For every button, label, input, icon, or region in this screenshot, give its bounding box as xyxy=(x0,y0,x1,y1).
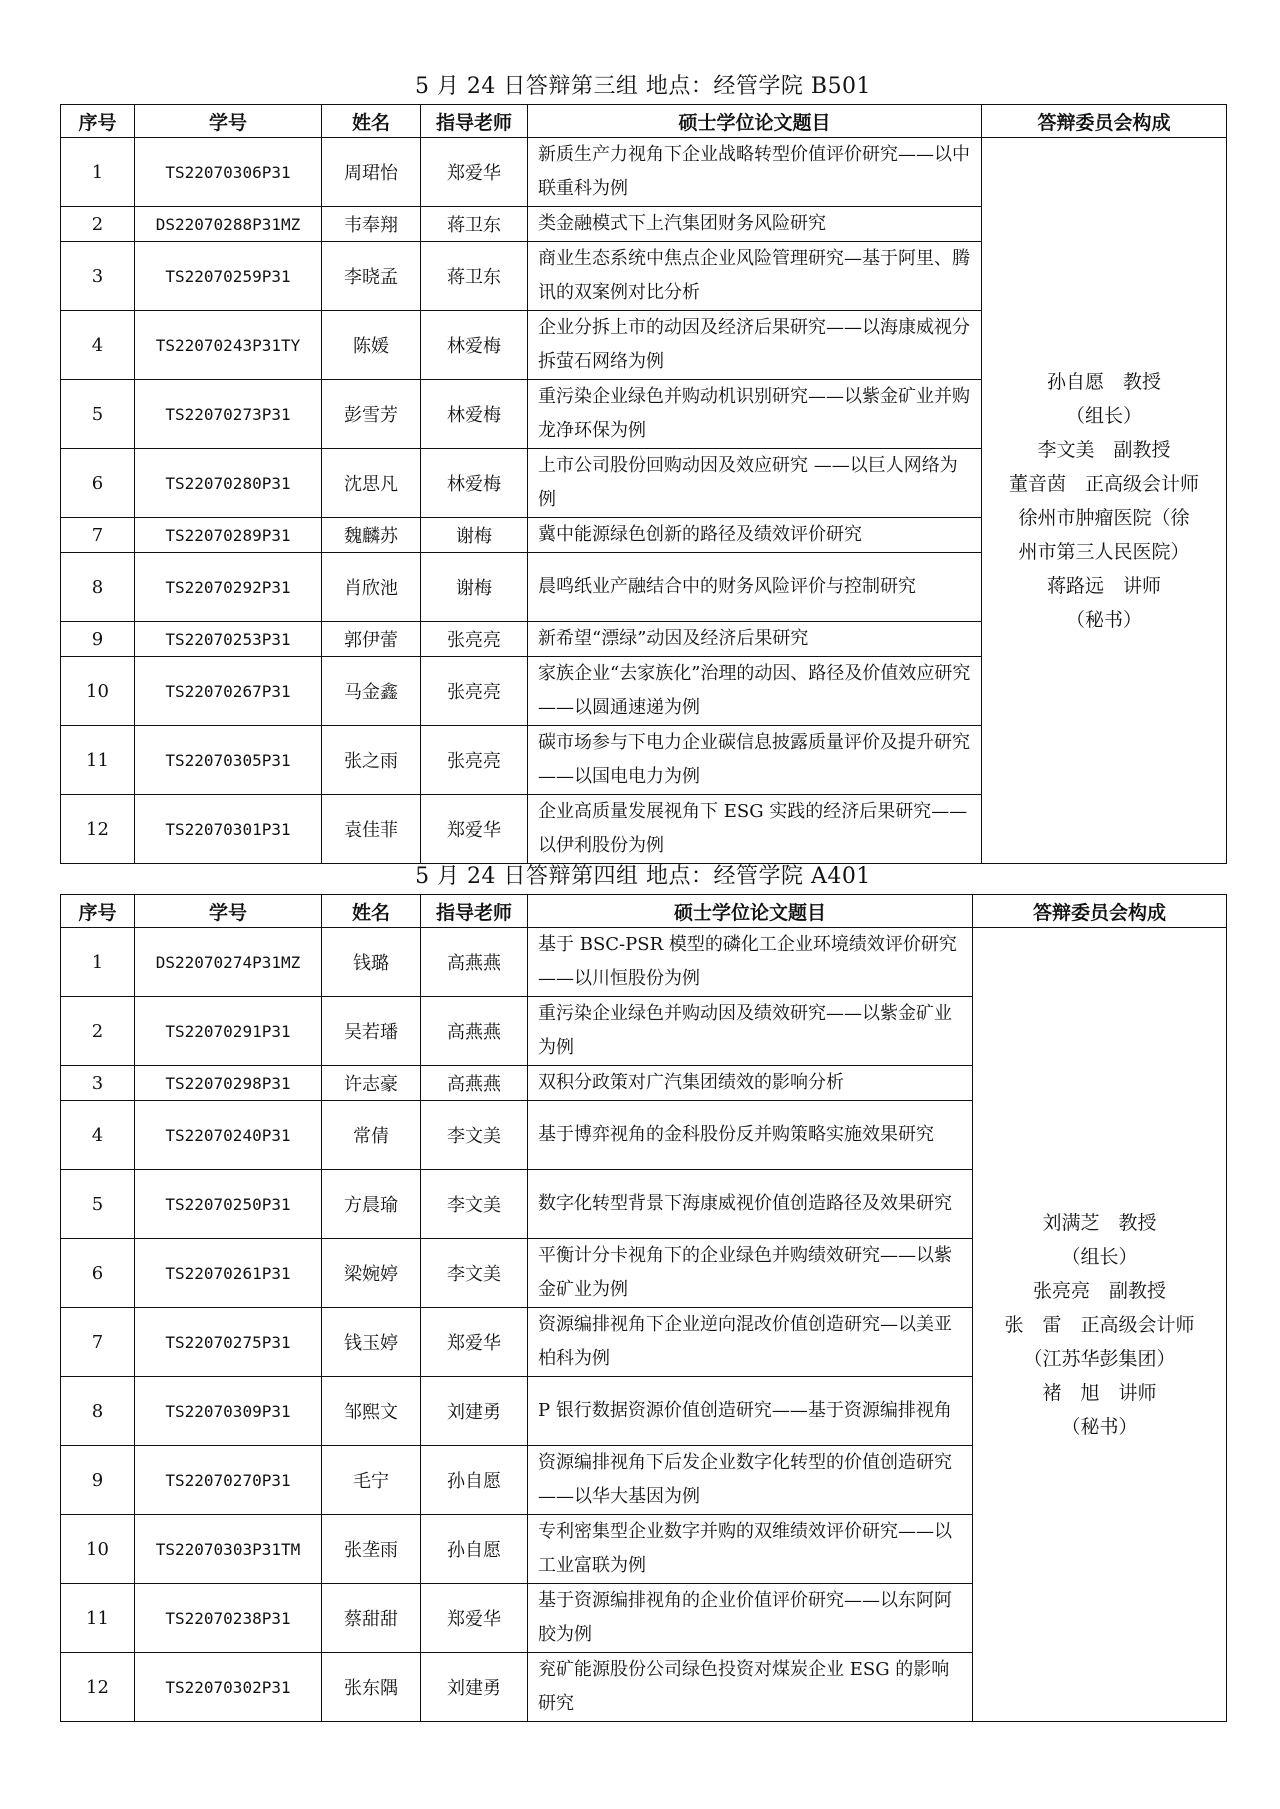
row-number: 1 xyxy=(61,928,135,997)
committee-line: 张亮亮 副教授 xyxy=(1032,1279,1166,1302)
thesis-title: 冀中能源绿色创新的路径及绩效评价研究 xyxy=(528,518,982,553)
student-id: TS22070243P31TY xyxy=(135,311,322,380)
student-id: TS22070253P31 xyxy=(135,622,322,657)
row-number: 2 xyxy=(61,207,135,242)
row-number: 11 xyxy=(61,1584,135,1653)
advisor-name: 谢梅 xyxy=(421,553,528,622)
advisor-name: 蒋卫东 xyxy=(421,207,528,242)
student-name: 吴若璠 xyxy=(322,997,421,1066)
header-advisor: 指导老师 xyxy=(421,895,528,928)
advisor-name: 刘建勇 xyxy=(421,1377,528,1446)
advisor-name: 李文美 xyxy=(421,1239,528,1308)
committee-line: 李文美 副教授 xyxy=(1037,438,1171,461)
group-title: 5 月 24 日答辩第三组 地点：经管学院 B501 xyxy=(414,74,872,99)
advisor-name: 刘建勇 xyxy=(421,1653,528,1722)
row-number: 10 xyxy=(61,1515,135,1584)
student-name: 张东隅 xyxy=(322,1653,421,1722)
thesis-title: 基于 BSC-PSR 模型的磷化工企业环境绩效评价研究——以川恒股份为例 xyxy=(528,928,973,997)
header-student-id: 学号 xyxy=(135,105,322,138)
committee-line: （江苏华彭集团） xyxy=(1023,1347,1176,1370)
student-name: 周珺怡 xyxy=(322,138,421,207)
committee-line: 孙自愿 教授 xyxy=(1046,370,1161,393)
header-no: 序号 xyxy=(61,105,135,138)
advisor-name: 张亮亮 xyxy=(421,622,528,657)
row-number: 7 xyxy=(61,518,135,553)
header-thesis-title: 硕士学位论文题目 xyxy=(528,895,973,928)
advisor-name: 张亮亮 xyxy=(421,657,528,726)
student-name: 方晨瑜 xyxy=(322,1170,421,1239)
thesis-title: 资源编排视角下企业逆向混改价值创造研究—以美亚柏科为例 xyxy=(528,1308,973,1377)
student-id: TS22070301P31 xyxy=(135,795,322,864)
committee-line: （组长） xyxy=(1065,404,1142,427)
advisor-name: 郑爱华 xyxy=(421,1308,528,1377)
table-row xyxy=(61,138,1227,207)
committee-cell xyxy=(982,138,1227,864)
student-id: TS22070240P31 xyxy=(135,1101,322,1170)
student-id: TS22070250P31 xyxy=(135,1170,322,1239)
student-id: TS22070270P31 xyxy=(135,1446,322,1515)
student-name: 韦奉翔 xyxy=(322,207,421,242)
row-number: 3 xyxy=(61,1066,135,1101)
committee-line: 褚 旭 讲师 xyxy=(1042,1381,1157,1404)
row-number: 8 xyxy=(61,553,135,622)
committee-line: 张 雷 正高级会计师 xyxy=(1004,1313,1195,1336)
header-committee: 答辩委员会构成 xyxy=(973,895,1227,928)
row-number: 3 xyxy=(61,242,135,311)
advisor-name: 林爱梅 xyxy=(421,380,528,449)
row-number: 4 xyxy=(61,1101,135,1170)
thesis-title: 重污染企业绿色并购动机识别研究——以紫金矿业并购龙净环保为例 xyxy=(528,380,982,449)
defense-table xyxy=(60,894,1227,1722)
row-number: 11 xyxy=(61,726,135,795)
thesis-title: 新希望“漂绿”动因及经济后果研究 xyxy=(528,622,982,657)
table-header-row xyxy=(61,895,1227,928)
student-id: TS22070303P31TM xyxy=(135,1515,322,1584)
advisor-name: 郑爱华 xyxy=(421,1584,528,1653)
thesis-title: 商业生态系统中焦点企业风险管理研究—基于阿里、腾讯的双案例对比分析 xyxy=(528,242,982,311)
student-name: 郭伊蕾 xyxy=(322,622,421,657)
student-id: TS22070306P31 xyxy=(135,138,322,207)
thesis-title: 资源编排视角下后发企业数字化转型的价值创造研究——以华大基因为例 xyxy=(528,1446,973,1515)
thesis-title: 基于资源编排视角的企业价值评价研究——以东阿阿胶为例 xyxy=(528,1584,973,1653)
student-id: TS22070298P31 xyxy=(135,1066,322,1101)
student-id: TS22070291P31 xyxy=(135,997,322,1066)
row-number: 8 xyxy=(61,1377,135,1446)
advisor-name: 郑爱华 xyxy=(421,795,528,864)
thesis-title: P 银行数据资源价值创造研究——基于资源编排视角 xyxy=(528,1377,973,1446)
student-name: 钱玉婷 xyxy=(322,1308,421,1377)
header-thesis-title: 硕士学位论文题目 xyxy=(528,105,982,138)
student-id: TS22070309P31 xyxy=(135,1377,322,1446)
thesis-title: 企业高质量发展视角下 ESG 实践的经济后果研究——以伊利股份为例 xyxy=(528,795,982,864)
committee-line: （秘书） xyxy=(1061,1415,1138,1438)
student-name: 马金鑫 xyxy=(322,657,421,726)
advisor-name: 李文美 xyxy=(421,1170,528,1239)
advisor-name: 谢梅 xyxy=(421,518,528,553)
row-number: 12 xyxy=(61,1653,135,1722)
student-name: 邹熙文 xyxy=(322,1377,421,1446)
advisor-name: 蒋卫东 xyxy=(421,242,528,311)
thesis-title: 兖矿能源股份公司绿色投资对煤炭企业 ESG 的影响研究 xyxy=(528,1653,973,1722)
thesis-title: 上市公司股份回购动因及效应研究 ——以巨人网络为例 xyxy=(528,449,982,518)
student-id: TS22070302P31 xyxy=(135,1653,322,1722)
committee-line: （组长） xyxy=(1061,1245,1138,1268)
row-number: 7 xyxy=(61,1308,135,1377)
defense-group-4 xyxy=(60,860,1226,1722)
student-name: 常倩 xyxy=(322,1101,421,1170)
advisor-name: 孙自愿 xyxy=(421,1446,528,1515)
committee-cell xyxy=(973,928,1227,1722)
thesis-title: 晨鸣纸业产融结合中的财务风险评价与控制研究 xyxy=(528,553,982,622)
row-number: 1 xyxy=(61,138,135,207)
header-committee: 答辩委员会构成 xyxy=(982,105,1227,138)
defense-group-3 xyxy=(60,70,1226,864)
thesis-title: 企业分拆上市的动因及经济后果研究——以海康威视分拆萤石网络为例 xyxy=(528,311,982,380)
thesis-title: 平衡计分卡视角下的企业绿色并购绩效研究——以紫金矿业为例 xyxy=(528,1239,973,1308)
student-name: 魏麟苏 xyxy=(322,518,421,553)
thesis-title: 家族企业“去家族化”治理的动因、路径及价值效应研究——以圆通速递为例 xyxy=(528,657,982,726)
student-id: TS22070259P31 xyxy=(135,242,322,311)
student-name: 许志豪 xyxy=(322,1066,421,1101)
advisor-name: 林爱梅 xyxy=(421,311,528,380)
student-name: 张垄雨 xyxy=(322,1515,421,1584)
student-name: 蔡甜甜 xyxy=(322,1584,421,1653)
row-number: 10 xyxy=(61,657,135,726)
student-id: TS22070261P31 xyxy=(135,1239,322,1308)
thesis-title: 碳市场参与下电力企业碳信息披露质量评价及提升研究——以国电电力为例 xyxy=(528,726,982,795)
row-number: 9 xyxy=(61,622,135,657)
defense-table xyxy=(60,104,1227,864)
student-name: 钱璐 xyxy=(322,928,421,997)
advisor-name: 高燕燕 xyxy=(421,928,528,997)
thesis-title: 重污染企业绿色并购动因及绩效研究——以紫金矿业为例 xyxy=(528,997,973,1066)
row-number: 2 xyxy=(61,997,135,1066)
row-number: 4 xyxy=(61,311,135,380)
thesis-title: 数字化转型背景下海康威视价值创造路径及效果研究 xyxy=(528,1170,973,1239)
header-advisor: 指导老师 xyxy=(421,105,528,138)
committee-line: 董音茵 正高级会计师 xyxy=(1008,472,1199,495)
advisor-name: 高燕燕 xyxy=(421,1066,528,1101)
advisor-name: 高燕燕 xyxy=(421,997,528,1066)
row-number: 5 xyxy=(61,380,135,449)
student-id: TS22070238P31 xyxy=(135,1584,322,1653)
header-name: 姓名 xyxy=(322,895,421,928)
header-name: 姓名 xyxy=(322,105,421,138)
advisor-name: 郑爱华 xyxy=(421,138,528,207)
student-id: TS22070275P31 xyxy=(135,1308,322,1377)
committee-line: 刘满芝 教授 xyxy=(1042,1211,1157,1234)
row-number: 9 xyxy=(61,1446,135,1515)
student-name: 张之雨 xyxy=(322,726,421,795)
table-header-row xyxy=(61,105,1227,138)
student-id: TS22070280P31 xyxy=(135,449,322,518)
student-name: 毛宁 xyxy=(322,1446,421,1515)
student-id: DS22070288P31MZ xyxy=(135,207,322,242)
row-number: 5 xyxy=(61,1170,135,1239)
committee-line: 州市第三人民医院） xyxy=(1018,540,1190,563)
student-name: 李晓孟 xyxy=(322,242,421,311)
student-id: DS22070274P31MZ xyxy=(135,928,322,997)
student-id: TS22070305P31 xyxy=(135,726,322,795)
student-name: 梁婉婷 xyxy=(322,1239,421,1308)
student-id: TS22070289P31 xyxy=(135,518,322,553)
student-name: 肖欣池 xyxy=(322,553,421,622)
student-name: 陈媛 xyxy=(322,311,421,380)
group-title: 5 月 24 日答辩第四组 地点：经管学院 A401 xyxy=(415,864,871,889)
thesis-title: 类金融模式下上汽集团财务风险研究 xyxy=(528,207,982,242)
student-id: TS22070267P31 xyxy=(135,657,322,726)
student-name: 袁佳菲 xyxy=(322,795,421,864)
student-id: TS22070292P31 xyxy=(135,553,322,622)
row-number: 6 xyxy=(61,1239,135,1308)
advisor-name: 孙自愿 xyxy=(421,1515,528,1584)
committee-line: （秘书） xyxy=(1065,608,1142,631)
thesis-title: 双积分政策对广汽集团绩效的影响分析 xyxy=(528,1066,973,1101)
student-id: TS22070273P31 xyxy=(135,380,322,449)
thesis-title: 新质生产力视角下企业战略转型价值评价研究——以中联重科为例 xyxy=(528,138,982,207)
row-number: 12 xyxy=(61,795,135,864)
committee-line: 徐州市肿瘤医院（徐 xyxy=(1018,506,1190,529)
table-row xyxy=(61,928,1227,997)
header-no: 序号 xyxy=(61,895,135,928)
advisor-name: 张亮亮 xyxy=(421,726,528,795)
student-name: 彭雪芳 xyxy=(322,380,421,449)
committee-line: 蒋路远 讲师 xyxy=(1046,574,1161,597)
thesis-title: 专利密集型企业数字并购的双维绩效评价研究——以工业富联为例 xyxy=(528,1515,973,1584)
advisor-name: 林爱梅 xyxy=(421,449,528,518)
student-name: 沈思凡 xyxy=(322,449,421,518)
advisor-name: 李文美 xyxy=(421,1101,528,1170)
thesis-title: 基于博弈视角的金科股份反并购策略实施效果研究 xyxy=(528,1101,973,1170)
row-number: 6 xyxy=(61,449,135,518)
header-student-id: 学号 xyxy=(135,895,322,928)
